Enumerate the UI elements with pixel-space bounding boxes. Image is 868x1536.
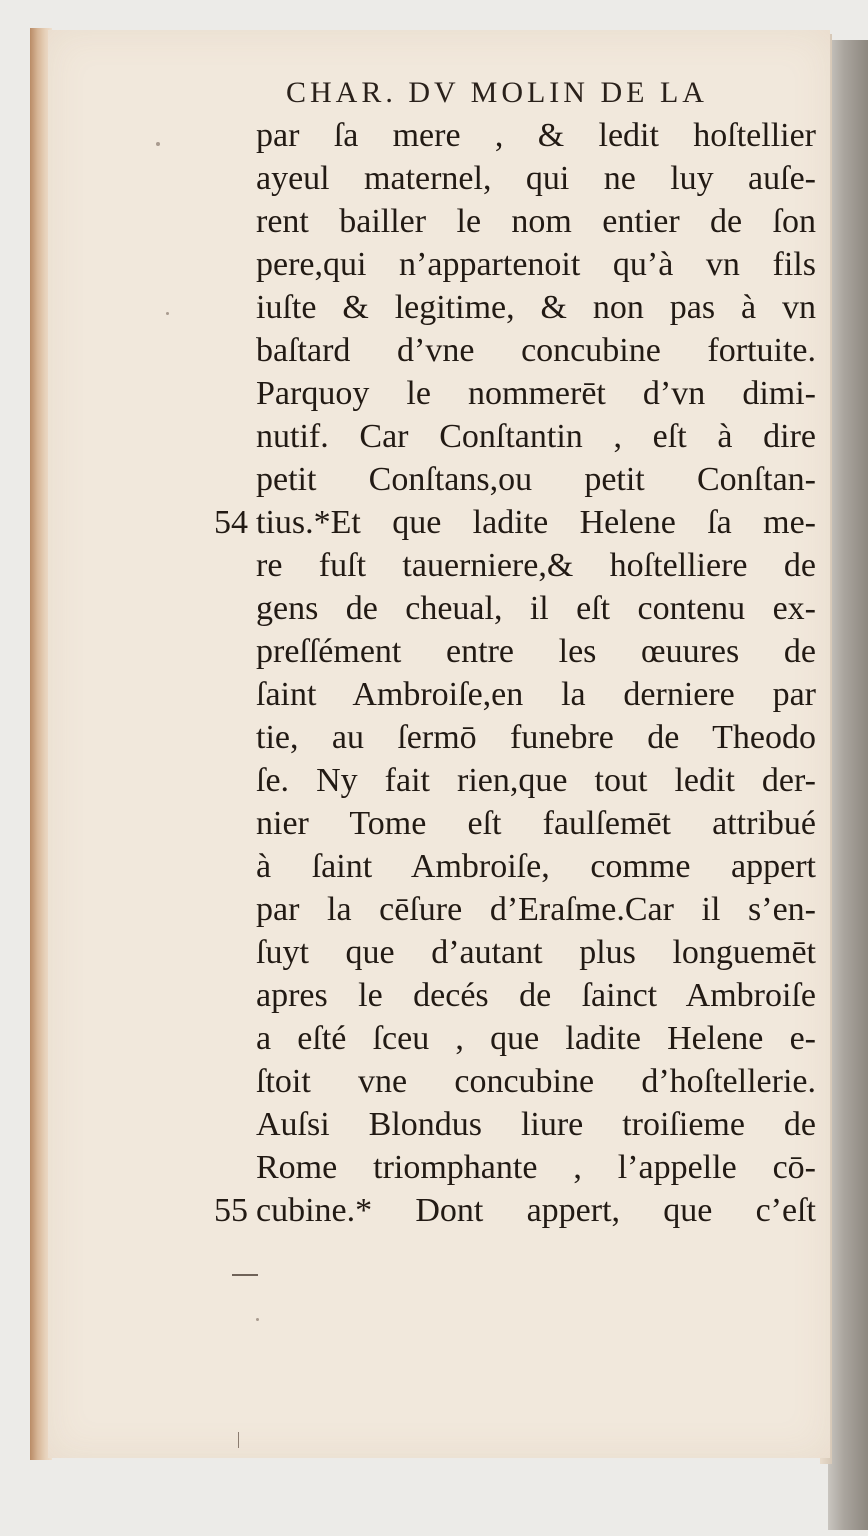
text-line — [256, 888, 816, 931]
line-text: tius.*Et que ladite Helene ſa me- — [256, 504, 816, 541]
text-line — [256, 157, 816, 200]
text-line — [256, 114, 816, 157]
line-text: a eſté ſceu , que ladite Helene e- — [256, 1020, 816, 1057]
text-line — [256, 1060, 816, 1103]
gutter-mark — [238, 1432, 239, 1448]
line-text: ſe. Ny fait rien,que tout ledit der- — [256, 762, 816, 799]
line-text: ſaint Ambroiſe,en la derniere par — [256, 676, 816, 713]
line-text: Rome triomphante , l’appelle cō- — [256, 1149, 816, 1186]
text-line — [256, 544, 816, 587]
line-text: re fuſt tauerniere,& hoſtelliere de — [256, 547, 816, 584]
text-line — [256, 458, 816, 501]
line-text: à ſaint Ambroiſe, comme appert — [256, 848, 816, 885]
line-text: cubine.* Dont appert, que c’eſt — [256, 1192, 816, 1229]
text-line — [214, 1189, 816, 1232]
text-line — [256, 802, 816, 845]
line-text: par ſa mere , & ledit hoſtellier — [256, 117, 816, 154]
text-line — [256, 1103, 816, 1146]
text-line — [256, 587, 816, 630]
body-text — [214, 114, 816, 1232]
text-line — [256, 630, 816, 673]
line-text: par la cēſure d’Eraſme.Car il s’en- — [256, 891, 816, 928]
text-line — [256, 415, 816, 458]
line-text: pere,qui n’appartenoit qu’à vn fils — [256, 246, 816, 283]
text-line — [256, 329, 816, 372]
text-line — [256, 974, 816, 1017]
ink-mark — [232, 1274, 258, 1276]
text-line — [256, 200, 816, 243]
line-text: rent bailler le nom entier de ſon — [256, 203, 816, 240]
line-text: Auſsi Blondus liure troiſieme de — [256, 1106, 816, 1143]
margin-number: 55 — [214, 1192, 248, 1229]
text-line — [256, 716, 816, 759]
line-text: ſtoit vne concubine d’hoſtellerie. — [256, 1063, 816, 1100]
line-text: gens de cheual, il eſt contenu ex- — [256, 590, 816, 627]
text-line — [256, 372, 816, 415]
text-line — [256, 286, 816, 329]
paper-speck — [156, 142, 160, 146]
paper-speck — [166, 312, 169, 315]
text-line — [256, 1146, 816, 1189]
paper-speck — [256, 1318, 259, 1321]
line-text: preſſément entre les œuures de — [256, 633, 816, 670]
line-text: nier Tome eſt faulſemēt attribué — [256, 805, 816, 842]
running-head: CHAR. DV MOLIN DE LA — [286, 76, 708, 109]
text-line — [256, 673, 816, 716]
line-text: petit Conſtans,ou petit Conſtan- — [256, 461, 816, 498]
line-text: tie, au ſermō funebre de Theodo — [256, 719, 816, 756]
book-fore-edge — [828, 40, 868, 1530]
line-text: baſtard d’vne concubine fortuite. — [256, 332, 816, 369]
text-line — [214, 501, 816, 544]
line-text: ſuyt que d’autant plus longuemēt — [256, 934, 816, 971]
line-text: ayeul maternel, qui ne luy auſe- — [256, 160, 816, 197]
text-line — [256, 1017, 816, 1060]
text-line — [256, 931, 816, 974]
line-text: nutif. Car Conſtantin , eſt à dire — [256, 418, 816, 455]
line-text: Parquoy le nommerēt d’vn dimi- — [256, 375, 816, 412]
text-line — [256, 243, 816, 286]
margin-number: 54 — [214, 504, 248, 541]
line-text: iuſte & legitime, & non pas à vn — [256, 289, 816, 326]
text-line — [256, 845, 816, 888]
text-line — [256, 759, 816, 802]
line-text: apres le decés de ſainct Ambroiſe — [256, 977, 816, 1014]
